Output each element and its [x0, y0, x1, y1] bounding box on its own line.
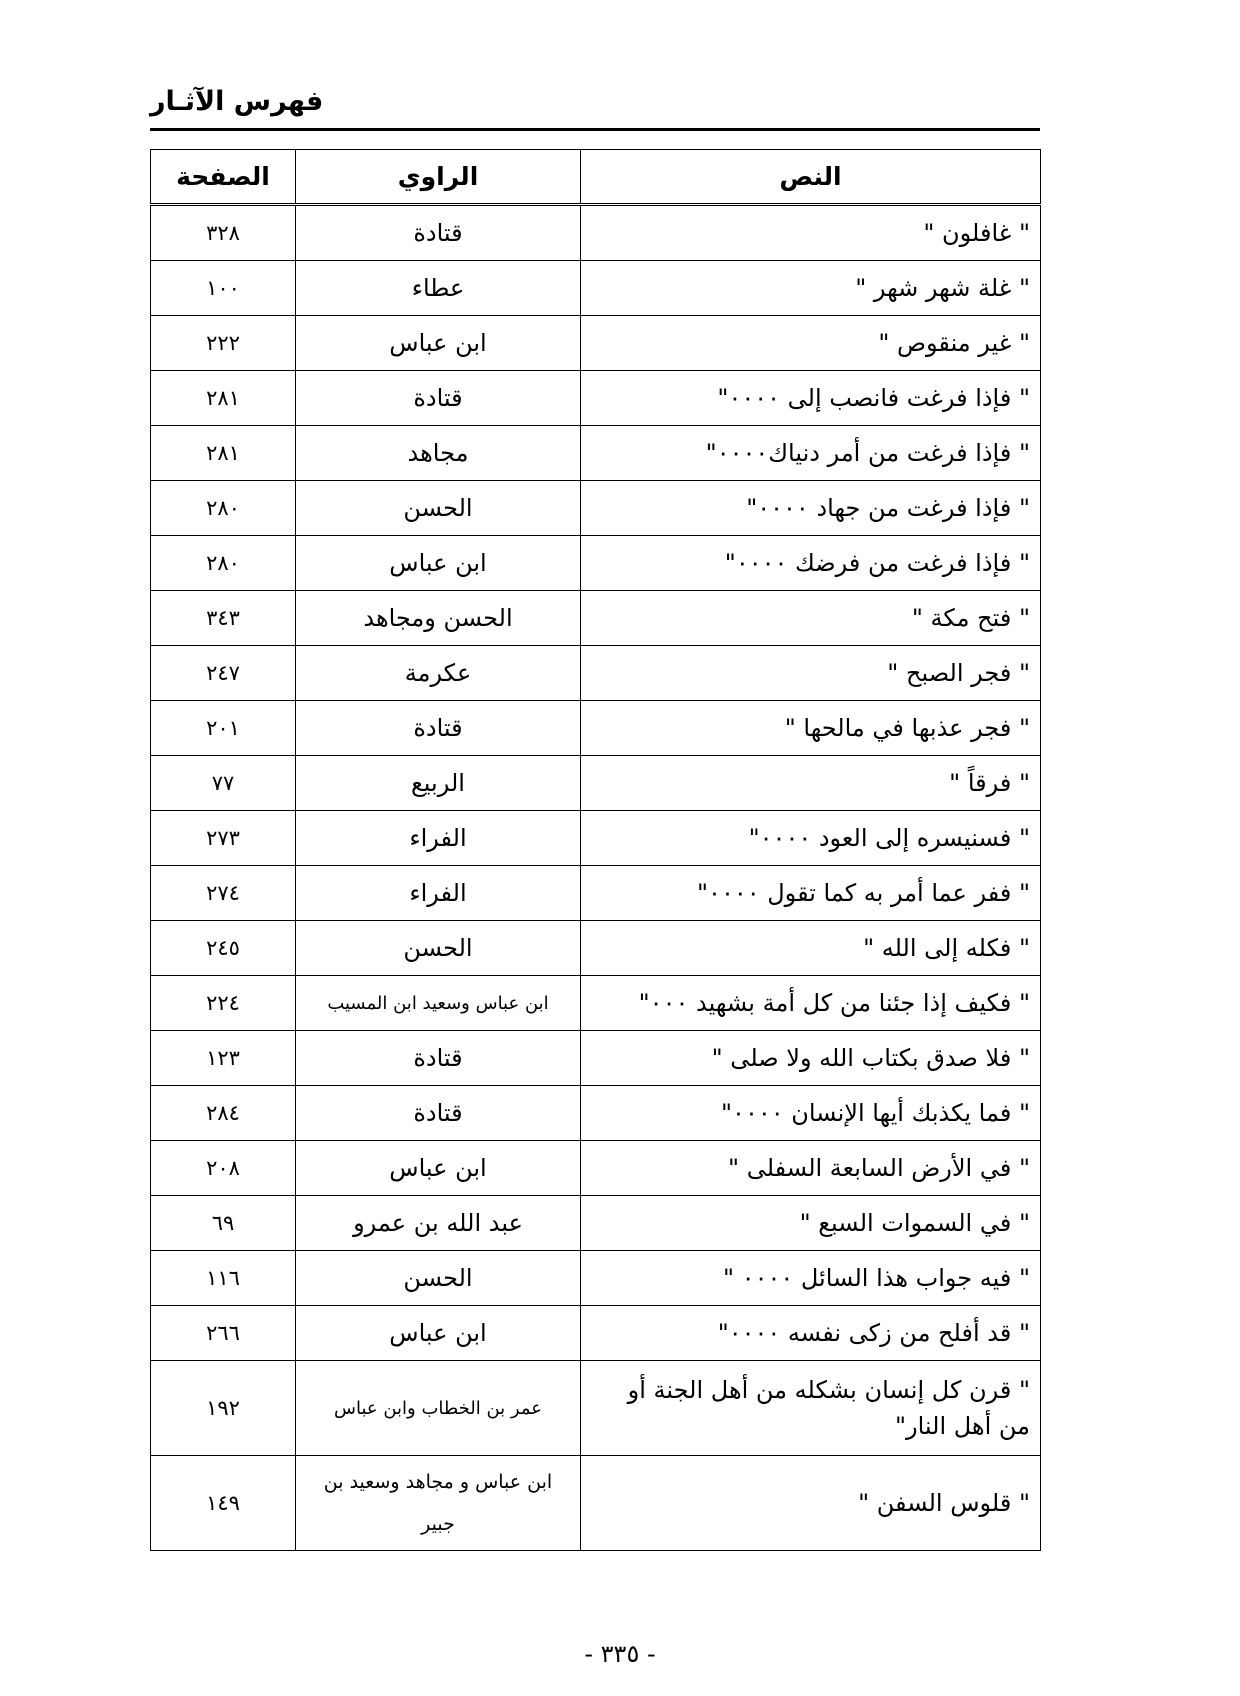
text-cell: " قد أفلح من زكى نفسه ٠٠٠٠"	[581, 1306, 1041, 1361]
text-cell: " فإذا فرغت من جهاد ٠٠٠٠"	[581, 481, 1041, 536]
page-cell: ٢٠١	[151, 701, 296, 756]
page-header	[150, 84, 1040, 131]
table-row	[151, 701, 1041, 756]
text-cell: " فكيف إذا جئنا من كل أمة بشهيد ٠٠٠"	[581, 976, 1041, 1031]
table-body	[151, 205, 1041, 1551]
column-header-narrator: الراوي	[296, 150, 581, 205]
narrator-cell: ابن عباس	[296, 316, 581, 371]
table-row	[151, 866, 1041, 921]
page-cell: ١٢٣	[151, 1031, 296, 1086]
page-cell: ٢٦٦	[151, 1306, 296, 1361]
page-cell: ١٤٩	[151, 1456, 296, 1551]
text-cell: " غلة شهر شهر "	[581, 261, 1041, 316]
narrator-cell: قتادة	[296, 701, 581, 756]
text-cell: " قرن كل إنسان بشكله من أهل الجنة أو من أهل النار"	[581, 1361, 1041, 1456]
narrator-cell: عطاء	[296, 261, 581, 316]
narrator-cell: قتادة	[296, 1031, 581, 1086]
text-cell: " في السموات السبع "	[581, 1196, 1041, 1251]
page-cell: ٢٨٠	[151, 481, 296, 536]
narrator-cell: الفراء	[296, 811, 581, 866]
text-cell: " فكله إلى الله "	[581, 921, 1041, 976]
narrator-cell: ابن عباس	[296, 1306, 581, 1361]
table-row	[151, 426, 1041, 481]
table-row	[151, 371, 1041, 426]
narrator-cell: ابن عباس	[296, 536, 581, 591]
narrator-cell: عكرمة	[296, 646, 581, 701]
page-cell: ٢٨١	[151, 426, 296, 481]
text-cell: " فتح مكة "	[581, 591, 1041, 646]
table-row	[151, 646, 1041, 701]
narrator-cell: الحسن	[296, 921, 581, 976]
text-cell: " غير منقوص "	[581, 316, 1041, 371]
table-row	[151, 481, 1041, 536]
narrator-cell: ابن عباس	[296, 1141, 581, 1196]
index-table	[150, 149, 1041, 1551]
table-row	[151, 1456, 1041, 1551]
table-row	[151, 205, 1041, 261]
narrator-cell: الحسن ومجاهد	[296, 591, 581, 646]
table-row	[151, 536, 1041, 591]
table-row	[151, 1031, 1041, 1086]
table-row	[151, 921, 1041, 976]
text-cell: " فرقاً "	[581, 756, 1041, 811]
table-row	[151, 1141, 1041, 1196]
page-cell: ٢٤٥	[151, 921, 296, 976]
page-cell: ٢٢٤	[151, 976, 296, 1031]
text-cell: " في الأرض السابعة السفلى "	[581, 1141, 1041, 1196]
page-cell: ١١٦	[151, 1251, 296, 1306]
text-cell: " فإذا فرغت من أمر دنياك٠٠٠٠"	[581, 426, 1041, 481]
text-cell: " فجر عذبها في مالحها "	[581, 701, 1041, 756]
page-cell: ٢٧٣	[151, 811, 296, 866]
narrator-cell: ابن عباس وسعيد ابن المسيب	[296, 976, 581, 1031]
text-cell: " ففر عما أمر به كما تقول ٠٠٠٠"	[581, 866, 1041, 921]
page-cell: ٦٩	[151, 1196, 296, 1251]
column-header-page: الصفحة	[151, 150, 296, 205]
table-row	[151, 1196, 1041, 1251]
text-cell: " فيه جواب هذا السائل ٠٠٠٠ "	[581, 1251, 1041, 1306]
text-cell: " فسنيسره إلى العود ٠٠٠٠"	[581, 811, 1041, 866]
page-cell: ٢٢٢	[151, 316, 296, 371]
page-cell: ١٩٢	[151, 1361, 296, 1456]
page-title: فهرس الآثـار	[150, 86, 324, 117]
page-cell: ٢٧٤	[151, 866, 296, 921]
table-row	[151, 591, 1041, 646]
table-row	[151, 811, 1041, 866]
narrator-cell: الربيع	[296, 756, 581, 811]
text-cell: " فلا صدق بكتاب الله ولا صلى "	[581, 1031, 1041, 1086]
page-cell: ٢٨٤	[151, 1086, 296, 1141]
narrator-cell: مجاهد	[296, 426, 581, 481]
table-row	[151, 756, 1041, 811]
narrator-cell: قتادة	[296, 371, 581, 426]
page-cell: ٢٤٧	[151, 646, 296, 701]
narrator-cell: الفراء	[296, 866, 581, 921]
narrator-cell: قتادة	[296, 1086, 581, 1141]
column-header-text: النص	[581, 150, 1041, 205]
table-row	[151, 261, 1041, 316]
text-cell: " فما يكذبك أيها الإنسان ٠٠٠٠"	[581, 1086, 1041, 1141]
narrator-cell: الحسن	[296, 1251, 581, 1306]
page-number: - ٣٣٥ -	[584, 1640, 656, 1668]
text-cell: " فجر الصبح "	[581, 646, 1041, 701]
table-header	[151, 150, 1041, 205]
page-cell: ٢٨١	[151, 371, 296, 426]
page-cell: ٢٨٠	[151, 536, 296, 591]
page-cell: ١٠٠	[151, 261, 296, 316]
narrator-cell: قتادة	[296, 205, 581, 261]
text-cell: " قلوس السفن "	[581, 1456, 1041, 1551]
narrator-cell: الحسن	[296, 481, 581, 536]
narrator-cell: عبد الله بن عمرو	[296, 1196, 581, 1251]
page-cell: ٣٤٣	[151, 591, 296, 646]
table-row	[151, 1251, 1041, 1306]
text-cell: " فإذا فرغت من فرضك ٠٠٠٠"	[581, 536, 1041, 591]
narrator-cell: عمر بن الخطاب وابن عباس	[296, 1361, 581, 1456]
page-cell: ٢٠٨	[151, 1141, 296, 1196]
text-cell: " فإذا فرغت فانصب إلى ٠٠٠٠"	[581, 371, 1041, 426]
header-row	[151, 150, 1041, 205]
table-row	[151, 1361, 1041, 1456]
narrator-cell: ابن عباس و مجاهد وسعيد بن جبير	[296, 1456, 581, 1551]
page-cell: ٧٧	[151, 756, 296, 811]
page-cell: ٣٢٨	[151, 205, 296, 261]
table-row	[151, 316, 1041, 371]
text-cell: " غافلون "	[581, 205, 1041, 261]
table-row	[151, 1306, 1041, 1361]
table-row	[151, 1086, 1041, 1141]
table-row	[151, 976, 1041, 1031]
